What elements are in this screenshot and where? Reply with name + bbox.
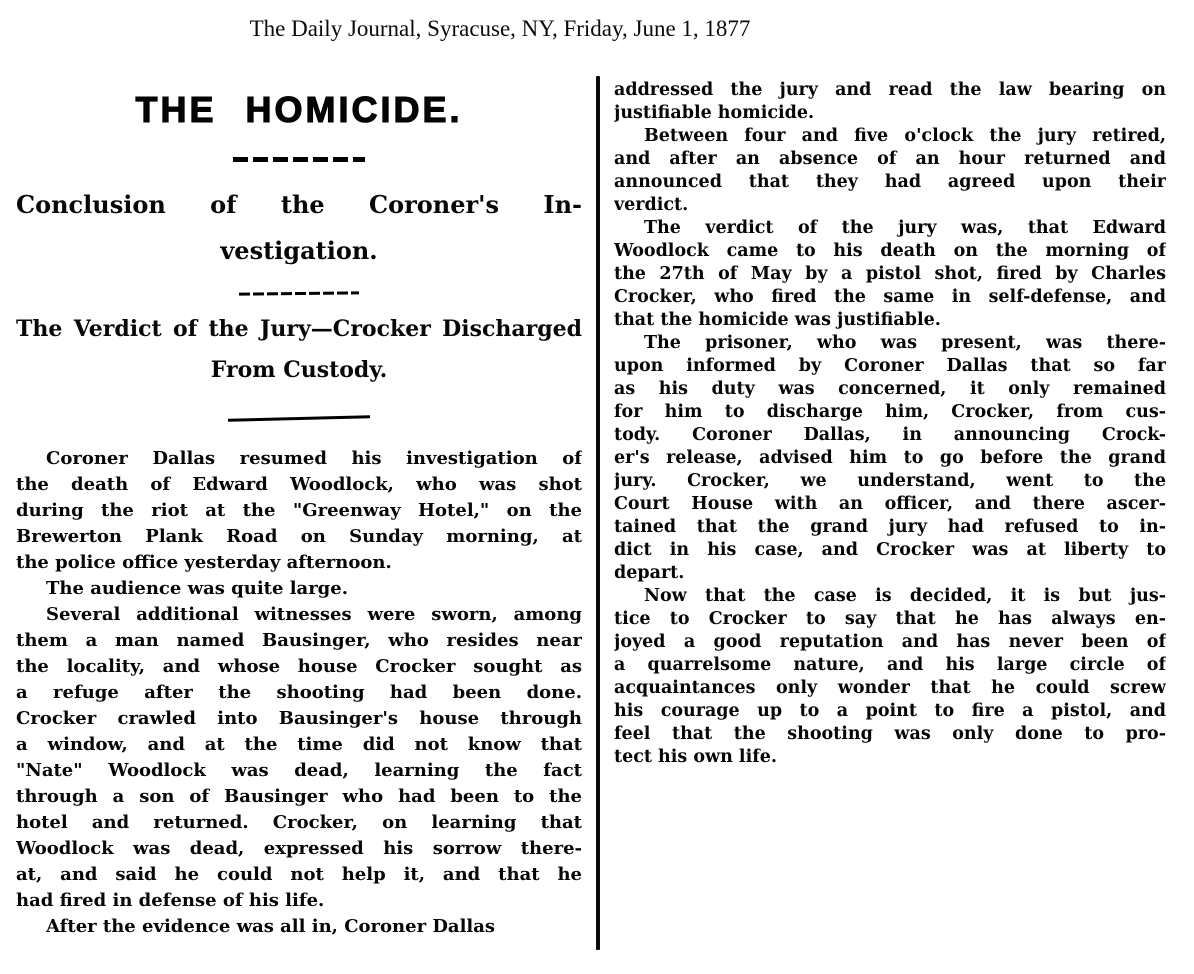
article-line: addressed the jury and read the law bearing on (614, 80, 1166, 100)
article-paragraph (16, 602, 582, 914)
article-paragraph (16, 576, 582, 602)
article-line: The prisoner, who was present, was there- (644, 333, 1166, 353)
article-line: and after an absence of an hour returned and (614, 149, 1166, 169)
article-line: a refuge after the shooting had been done. (16, 682, 582, 703)
subhead-line: vestigation. (220, 236, 378, 265)
article-paragraph (16, 914, 582, 940)
article-line: tice to Crocker to say that he has always en- (614, 609, 1166, 629)
article-paragraph (614, 125, 1166, 217)
article-line: Crocker crawled into Bausinger's house through (16, 708, 582, 729)
article-line: Between four and five o'clock the jury retired, (644, 126, 1166, 146)
article-line: joyed a good reputation and has never been of (614, 632, 1166, 652)
article-line: the death of Edward Woodlock, who was shot (16, 474, 582, 495)
section-divider-3 (228, 415, 370, 421)
article-paragraph (614, 585, 1166, 769)
article-line: depart. (614, 563, 685, 583)
article-line: the police office yesterday afternoon. (16, 552, 392, 573)
article-line: the 27th of May by a pistol shot, fired by Charles (614, 264, 1166, 284)
article-line: hotel and returned. Crocker, on learning that (16, 812, 582, 833)
article-left-column (16, 75, 582, 940)
article-line: acquaintances only wonder that he could screw (614, 678, 1166, 698)
page-caption: The Daily Journal, Syracuse, NY, Friday, June 1, 1877 (249, 16, 751, 41)
article-line: at, and said he could not help it, and that he (16, 864, 582, 885)
article-line: during the riot at the "Greenway Hotel," on the (16, 500, 582, 521)
article-line: Woodlock came to his death on the morning of (614, 241, 1166, 261)
article-line: After the evidence was all in, Coroner Dallas (46, 916, 496, 937)
article-line: his courage up to a point to fire a pistol, and (614, 701, 1166, 721)
article-line: tody. Coroner Dallas, in announcing Crock- (614, 425, 1166, 445)
subhead-line: The Verdict of the Jury—Crocker Discharged (16, 316, 582, 342)
article-line: verdict. (614, 195, 689, 215)
article-subhead-verdict (16, 309, 582, 391)
article-paragraph (614, 217, 1166, 332)
article-line: feel that the shooting was only done to pro- (614, 724, 1166, 744)
article-paragraph (614, 332, 1166, 585)
article-line: Crocker, who fired the same in self-defense, and (614, 287, 1166, 307)
article-headline: THE HOMICIDE. (135, 89, 463, 130)
article-line: Several additional witnesses were sworn, among (46, 604, 582, 625)
article-line: that the homicide was justifiable. (614, 310, 941, 330)
article-line: for him to discharge him, Crocker, from cus- (614, 402, 1166, 422)
column-divider-rule (596, 76, 600, 950)
left-column-body (16, 446, 582, 940)
article-line: them a man named Bausinger, who resides near (16, 630, 582, 651)
article-right-column (614, 79, 1166, 769)
article-paragraph (16, 446, 582, 576)
article-line: dict in his case, and Crocker was at liberty to (614, 540, 1166, 560)
article-line: a window, and at the time did not know that (16, 734, 582, 755)
article-line: Court House with an officer, and there ascer- (614, 494, 1166, 514)
section-divider-2 (239, 291, 359, 295)
right-column-body (614, 79, 1166, 769)
article-line: tained that the grand jury had refused to in- (614, 517, 1166, 537)
section-divider-1 (233, 157, 365, 162)
article-line: er's release, advised him to go before the grand (614, 448, 1166, 468)
article-line: tect his own life. (614, 747, 777, 767)
article-line: The audience was quite large. (46, 578, 348, 599)
article-line: a quarrelsome nature, and his large circle of (614, 655, 1166, 675)
article-line: Brewerton Plank Road on Sunday morning, at (16, 526, 582, 547)
subhead-line: Conclusion of the Coroner's In- (16, 190, 582, 219)
article-line: The verdict of the jury was, that Edward (644, 218, 1166, 238)
article-paragraph (614, 79, 1166, 125)
article-line: "Nate" Woodlock was dead, learning the fact (16, 760, 582, 781)
article-line: the locality, and whose house Crocker sought as (16, 656, 582, 677)
article-line: announced that they had agreed upon their (614, 172, 1166, 192)
article-subhead-conclusion (16, 182, 582, 274)
article-line: Woodlock was dead, expressed his sorrow there- (16, 838, 582, 859)
article-line: had fired in defense of his life. (16, 890, 325, 911)
article-line: upon informed by Coroner Dallas that so far (614, 356, 1166, 376)
article-line: through a son of Bausinger who had been to the (16, 786, 582, 807)
article-line: Coroner Dallas resumed his investigation of (46, 448, 582, 469)
article-line: justifiable homicide. (614, 103, 815, 123)
article-line: as his duty was concerned, it only remained (614, 379, 1166, 399)
article-line: Now that the case is decided, it is but jus- (644, 586, 1166, 606)
subhead-line: From Custody. (210, 357, 388, 383)
article-line: jury. Crocker, we understand, went to the (614, 471, 1166, 491)
